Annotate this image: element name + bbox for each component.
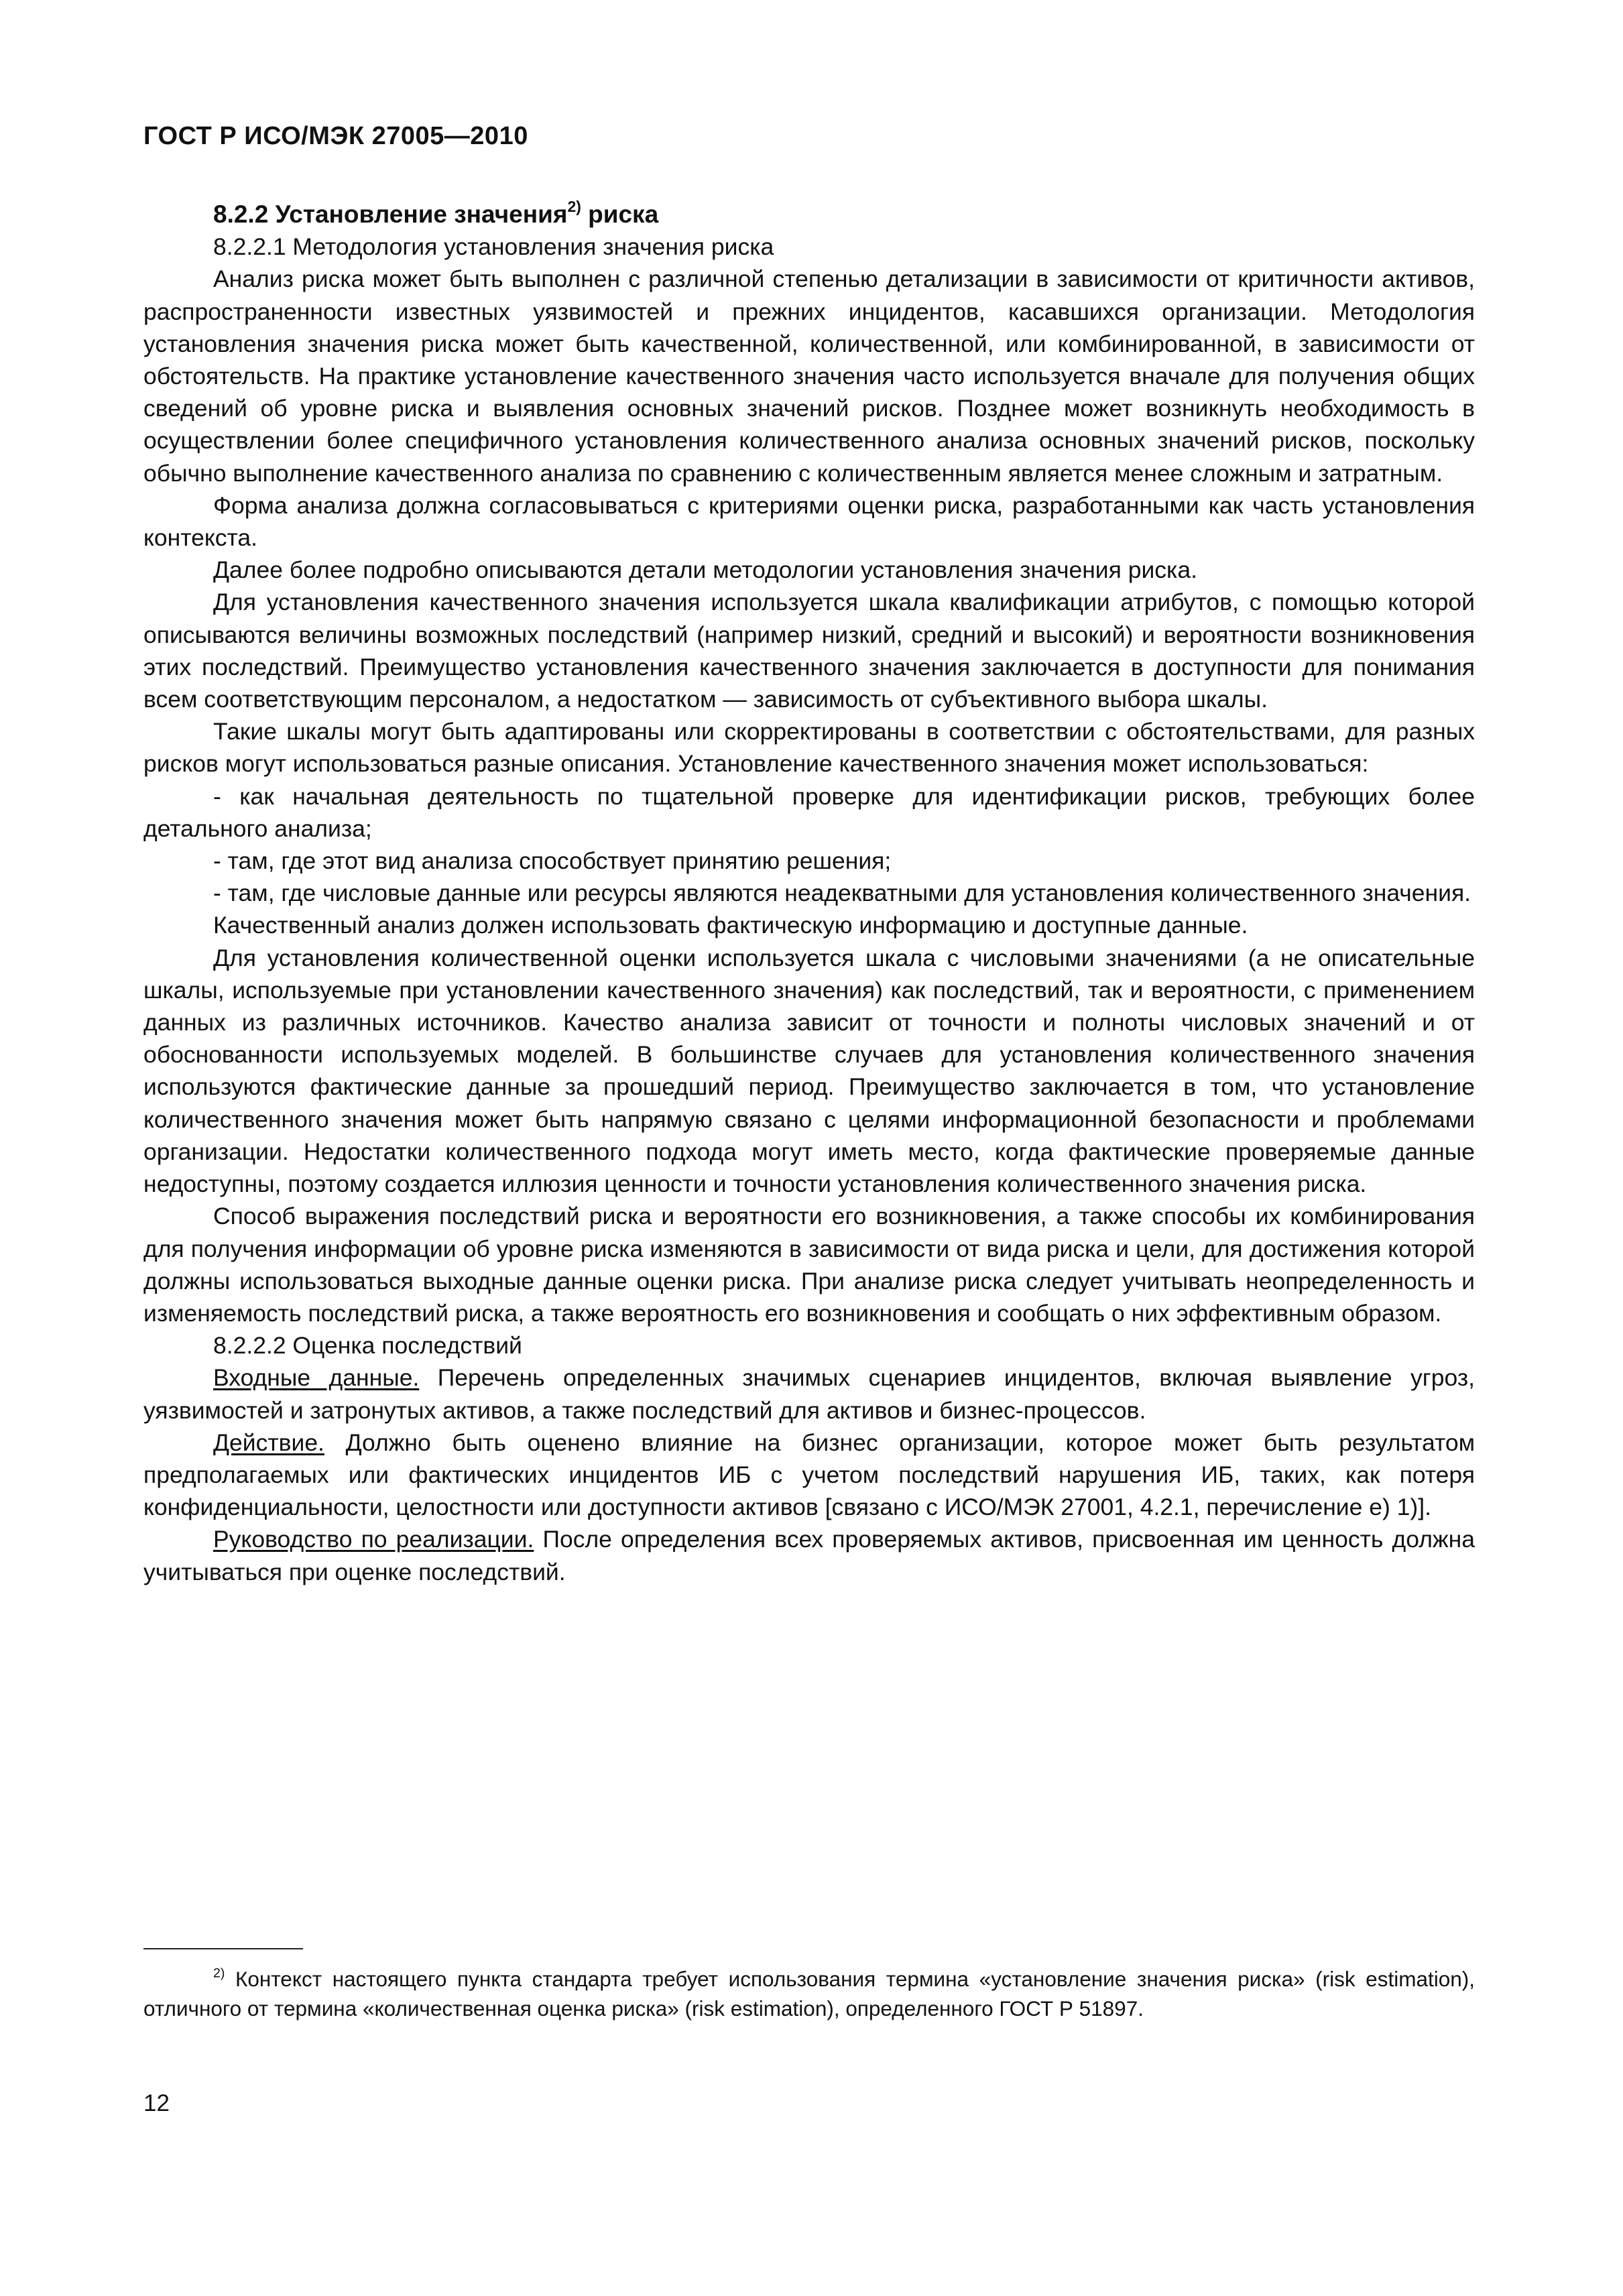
body-paragraph: Способ выражения последствий риска и вероятности его возникновения, а также способы их комбинирования для получения информации об уровне риска изменяются в зависимости от вида риска и цели, для достижения которой должны использоваться выходные данные оценки риска. При анализе риска следует учитывать неопределенность и изменяемость последствий риска, а также вероятность его возникновения и сообщать о них эффективным образом.: [143, 1203, 1475, 1327]
page-body: [143, 198, 1475, 1588]
section-number: 8.2.2: [213, 200, 269, 228]
page-number: 12: [143, 2090, 170, 2116]
footnote-marker: 2): [213, 1966, 225, 1981]
body-paragraph: Для установления количественной оценки используется шкала с числовыми значениями (а не описательные шкалы, используемые при установлении качественного значения) как последствий, так и вероятности, с применением данных из различных источников. Качество анализа зависит от точности и полноты числовых значений и от обоснованности используемых моделей. В большинстве случаев для установления количественного значения используются фактические данные за прошедший период. Преимущество заключается в том, что установление количественного значения может быть напрямую связано с целями информационной безопасности и проблемами организации. Недостатки количественного подхода могут иметь место, когда фактические проверяемые данные недоступны, поэтому создается иллюзия ценности и точности установления количественного значения риска.: [143, 944, 1475, 1198]
paragraph-text: Должно быть оценено влияние на бизнес организации, которое может быть результатом предполагаемых или фактических инцидентов ИБ с учетом последствий нарушения ИБ, таких, как потеря конфиденциальности, целостности или доступности активов [связано с ИСО/МЭК 27001, 4.2.1, перечисление е) 1)].: [143, 1429, 1475, 1521]
footnote-divider: [143, 1948, 303, 1949]
subsection-heading: 8.2.2.2 Оценка последствий: [213, 1332, 522, 1360]
input-data-paragraph: [143, 1362, 1475, 1426]
paragraph-label: Руководство по реализации.: [213, 1526, 534, 1553]
footnote-body: Контекст настоящего пункта стандарта требует использования термина «установление значения риска» (risk estimation), отличного от термина «количественная оценка риска» (risk estimation), определенного ГОСТ Р 51897.: [143, 1967, 1475, 2020]
body-paragraph: Анализ риска может быть выполнен с различной степенью детализации в зависимости от критичности активов, распространенности известных уязвимостей и прежних инцидентов, касавшихся организации. Методология установления значения риска может быть качественной, количественной, или комбинированной, в зависимости от обстоятельств. На практике установление качественного значения часто используется вначале для получения общих сведений об уровне риска и выявления основных значений рисков. Позднее может возникнуть необходимость в осуществлении более специфичного установления количественного анализа основных значений рисков, поскольку обычно выполнение качественного анализа по сравнению с количественным является менее сложным и затратным.: [143, 265, 1475, 487]
paragraph-label: Действие.: [213, 1429, 324, 1456]
footnote: [143, 1964, 1475, 2023]
paragraph-text: После определения всех проверяемых активов, присвоенная им ценность должна учитываться при оценке последствий.: [143, 1526, 1476, 1585]
footnote-text: [143, 1964, 1475, 2023]
section-heading: [143, 198, 1475, 231]
standard-header: ГОСТ Р ИСО/МЭК 27005—2010: [143, 122, 528, 150]
guidance-paragraph: [143, 1523, 1475, 1587]
section-title-end: риска: [581, 200, 659, 228]
paragraph-label: Входные данные.: [213, 1364, 420, 1392]
body-paragraph: Такие шкалы могут быть адаптированы или скорректированы в соответствии с обстоятельствами, для разных рисков могут использоваться разные описания. Установление качественного значения может использоваться:: [143, 718, 1475, 778]
action-paragraph: [143, 1427, 1475, 1524]
footnote-reference: 2): [567, 197, 581, 215]
paragraph-text: Перечень определенных значимых сценариев инцидентов, включая выявление угроз, уязвимостей и затронутых активов, а также последствий для активов и бизнес-процессов.: [143, 1364, 1475, 1424]
list-item: - там, где числовые данные или ресурсы являются неадекватными для установления количественного значения.: [213, 880, 1471, 907]
body-paragraph: Далее более подробно описываются детали методологии установления значения риска.: [213, 556, 1197, 584]
body-paragraph: Для установления качественного значения используется шкала квалификации атрибутов, с помощью которой описываются величины возможных последствий (например низкий, средний и высокий) и вероятности возникновения этих последствий. Преимущество установления качественного значения заключается в доступности для понимания всем соответствующим персоналом, а недостатком — зависимость от субъективного выбора шкалы.: [143, 589, 1475, 713]
section-title: Установление значения: [275, 200, 568, 228]
body-paragraph: Качественный анализ должен использовать фактическую информацию и доступные данные.: [213, 912, 1248, 939]
body-paragraph: Форма анализа должна согласовываться с критериями оценки риска, разработанными как часть установления контекста.: [143, 491, 1475, 552]
list-item: - как начальная деятельность по тщательной проверке для идентификации рисков, требующих более детального анализа;: [143, 782, 1475, 842]
subsection-heading: 8.2.2.1 Методология установления значения риска: [213, 233, 774, 261]
list-item: - там, где этот вид анализа способствует принятию решения;: [213, 847, 892, 875]
